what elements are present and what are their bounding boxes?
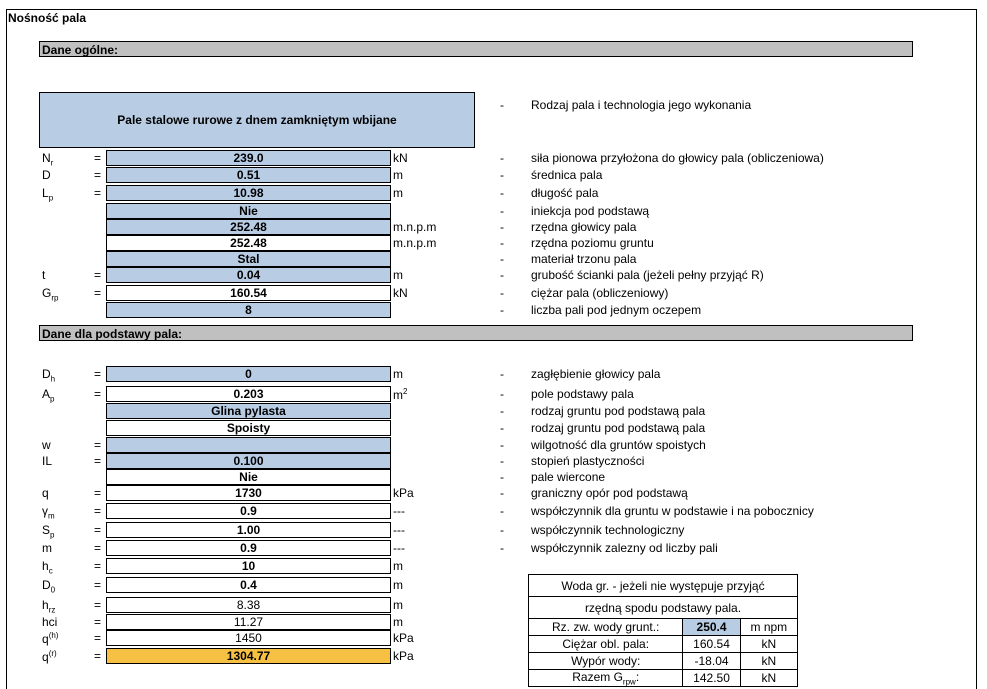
base-row-unit-text: --- — [393, 504, 405, 518]
base-row-symbol-sub: m — [48, 511, 55, 521]
base-row-description: współczynnik dla gruntu w podstawie i na pobocznicy — [531, 504, 814, 518]
general-row-description: iniekcja pod podstawą — [531, 204, 650, 218]
base-row-unit-text: kPa — [393, 631, 414, 645]
base-row-symbol-text: γ — [42, 504, 48, 518]
pile-weight-value: 160.54 — [683, 636, 740, 653]
section-base-header: Dane dla podstawy pala: — [39, 325, 913, 341]
general-row-description: ciężar pala (obliczeniowy) — [531, 286, 669, 300]
base-row-symbol-text: IL — [42, 454, 53, 468]
general-row-dash: - — [500, 303, 504, 317]
base-row-unit-sup: 2 — [403, 387, 408, 396]
total-weight-unit: kN — [740, 670, 797, 687]
base-row-equals: = — [94, 578, 102, 592]
general-row-equals: = — [94, 151, 102, 165]
base-row-value-cell[interactable]: Spoisty — [106, 420, 391, 436]
base-row-symbol — [42, 615, 57, 629]
base-row-symbol-text: q — [42, 486, 49, 500]
general-row-dash: - — [500, 186, 504, 200]
general-row-dash: - — [500, 204, 504, 218]
general-row-equals: = — [94, 186, 102, 200]
base-row-description: rodzaj gruntu pod podstawą pala — [531, 404, 706, 418]
water-level-input[interactable]: 250.4 — [683, 619, 740, 636]
buoyancy-value: -18.04 — [683, 653, 740, 670]
general-row-value-cell[interactable]: 252.48 — [106, 235, 391, 251]
base-row-dash: - — [500, 438, 504, 452]
general-row-unit — [393, 186, 403, 200]
base-row-value-cell[interactable]: 10 — [106, 558, 391, 574]
general-row-value-cell[interactable]: Stal — [106, 251, 391, 267]
water-level-unit: m npm — [740, 619, 797, 636]
base-row-unit — [393, 504, 405, 518]
base-row-symbol-sup: (r) — [48, 649, 57, 658]
general-row-unit-text: kN — [393, 151, 408, 165]
base-row-unit — [393, 615, 403, 629]
base-row-symbol — [42, 631, 58, 646]
base-row-symbol-sub: 0 — [50, 585, 56, 595]
general-row-unit — [393, 151, 408, 165]
groundwater-note-line2: rzędną spodu podstawy pala. — [529, 597, 798, 619]
base-row-equals: = — [94, 387, 102, 401]
base-row-equals: = — [94, 631, 102, 645]
pile-type-desc: Rodzaj pala i technologia jego wykonania — [531, 98, 752, 112]
general-row-symbol — [42, 268, 45, 282]
total-weight-label-tail: : — [635, 670, 640, 684]
base-row-equals: = — [94, 615, 102, 629]
total-weight-label-sub: rpw — [622, 677, 636, 687]
base-row-unit-text: kPa — [393, 486, 414, 500]
general-row-dash: - — [500, 220, 504, 234]
general-row-value-cell[interactable]: 10.98 — [106, 185, 391, 201]
base-row-unit-text: --- — [393, 541, 405, 555]
base-row-unit — [393, 578, 403, 592]
base-row-dash: - — [500, 541, 504, 555]
base-row-description: graniczny opór pod podstawą — [531, 486, 688, 500]
base-row-symbol — [42, 523, 54, 539]
general-row-unit-text: kN — [393, 286, 408, 300]
base-row-value-cell[interactable] — [106, 437, 391, 453]
base-row-unit — [393, 523, 405, 537]
general-row-unit — [393, 220, 436, 234]
general-row-unit — [393, 268, 403, 282]
base-row-equals: = — [94, 523, 102, 537]
base-row-dash: - — [500, 404, 504, 418]
base-row-description: pole podstawy pala — [531, 387, 634, 401]
base-row-symbol — [42, 438, 51, 452]
general-row-unit-text: m — [393, 268, 403, 282]
base-row-equals: = — [94, 504, 102, 518]
general-row-dash: - — [500, 151, 504, 165]
water-level-label: Rz. zw. wody grunt.: — [529, 619, 683, 636]
base-row-equals: = — [94, 438, 102, 452]
general-row-description: średnica pala — [531, 168, 603, 182]
base-row-unit — [393, 598, 403, 612]
buoyancy-label: Wypór wody: — [529, 653, 683, 670]
general-row-description: rzędna głowicy pala — [531, 220, 637, 234]
base-row-symbol-sub: h — [50, 374, 56, 384]
base-row-value-cell[interactable]: 0.203 — [106, 386, 391, 402]
general-row-symbol-sub: r — [50, 158, 54, 168]
general-row-dash: - — [500, 236, 504, 250]
base-row-value-cell[interactable]: 0.4 — [106, 577, 391, 593]
general-row-description: siła pionowa przyłożona do głowicy pala (obliczeniowa) — [531, 151, 824, 165]
base-row-dash: - — [500, 367, 504, 381]
base-row-equals: = — [94, 367, 102, 381]
base-row-dash: - — [500, 421, 504, 435]
general-row-equals: = — [94, 268, 102, 282]
base-row-symbol-text: w — [42, 438, 51, 452]
general-row-dash: - — [500, 268, 504, 282]
base-row-description: zagłębienie głowicy pala — [531, 367, 661, 381]
base-row-unit — [393, 559, 403, 573]
base-row-unit-text: m — [393, 367, 403, 381]
base-row-symbol — [42, 578, 55, 594]
base-row-symbol-sup: (h) — [48, 631, 59, 640]
base-row-unit — [393, 367, 403, 381]
general-row-value-cell[interactable]: 252.48 — [106, 219, 391, 235]
total-weight-value: 142.50 — [683, 670, 740, 687]
groundwater-table — [528, 574, 798, 687]
base-row-symbol — [42, 387, 54, 403]
base-row-equals: = — [94, 541, 102, 555]
base-row-description: wilgotność dla gruntów spoistych — [531, 438, 706, 452]
groundwater-note-line1: Woda gr. - jeżeli nie występuje przyjąć — [529, 575, 798, 597]
base-row-value-cell[interactable]: 8.38 — [106, 597, 391, 613]
general-row-unit — [393, 286, 408, 300]
general-row-symbol — [42, 168, 51, 182]
base-row-unit-text: m — [393, 615, 403, 629]
general-row-unit-text: m — [393, 186, 403, 200]
base-row-unit — [393, 631, 414, 645]
general-row-unit-text: m.n.p.m — [393, 220, 437, 234]
pile-weight-unit: kN — [740, 636, 797, 653]
general-row-value-cell[interactable]: 0.04 — [106, 267, 391, 283]
base-row-value-cell[interactable]: 0.9 — [106, 540, 391, 556]
base-row-unit-text: --- — [393, 523, 405, 537]
base-row-value-cell[interactable]: 1730 — [106, 485, 391, 501]
general-row-symbol-text: L — [42, 186, 49, 200]
base-row-unit — [393, 541, 405, 555]
base-row-symbol-text: hci — [42, 615, 58, 629]
general-row-dash: - — [500, 252, 504, 266]
base-row-symbol-text: S — [42, 523, 51, 537]
base-row-symbol-text: h — [42, 598, 49, 612]
base-row-description: stopień plastyczności — [531, 454, 645, 468]
general-row-description: grubość ścianki pala (jeżeli pełny przyjąć R) — [531, 268, 764, 282]
base-row-unit-text: m — [393, 559, 403, 573]
base-row-value-cell[interactable]: 0.9 — [106, 503, 391, 519]
pile-weight-label: Ciężar obl. pala: — [529, 636, 683, 653]
general-row-symbol — [42, 186, 53, 202]
base-row-symbol-text: q — [42, 632, 49, 646]
general-row-unit-text: m.n.p.m — [393, 236, 437, 250]
base-row-dash: - — [500, 504, 504, 518]
base-row-symbol-sub: p — [50, 394, 55, 404]
base-row-symbol — [42, 559, 53, 575]
general-row-dash: - — [500, 286, 504, 300]
base-row-symbol — [42, 649, 57, 664]
general-row-symbol-text: D — [42, 168, 51, 182]
general-row-symbol-text: G — [42, 286, 52, 300]
general-row-unit — [393, 168, 403, 182]
base-row-equals: = — [94, 559, 102, 573]
general-row-symbol — [42, 151, 53, 167]
base-row-value-cell[interactable]: 1304.77 — [106, 648, 391, 664]
base-row-description: współczynnik technologiczny — [531, 523, 685, 537]
base-row-equals: = — [94, 598, 102, 612]
general-row-description: długość pala — [531, 186, 599, 200]
pile-type-dash: - — [500, 98, 504, 112]
base-row-dash: - — [500, 470, 504, 484]
general-row-symbol-text: N — [42, 151, 51, 165]
base-row-value-cell[interactable]: 1450 — [106, 630, 391, 646]
base-row-symbol — [42, 541, 52, 555]
general-row-symbol-text: t — [42, 268, 46, 282]
base-row-symbol — [42, 454, 52, 468]
base-row-description: pale wiercone — [531, 470, 606, 484]
base-row-unit — [393, 649, 414, 663]
general-row-symbol-sub: rp — [51, 293, 59, 303]
base-row-unit — [393, 486, 414, 500]
general-row-description: rzędna poziomu gruntu — [531, 236, 654, 250]
base-row-symbol-text: D — [42, 367, 51, 381]
page-title: Nośność pala — [8, 11, 87, 25]
general-row-value-cell[interactable]: 8 — [106, 302, 391, 318]
general-row-value-cell[interactable]: 0.51 — [106, 167, 391, 183]
base-row-unit-text: kPa — [393, 649, 414, 663]
base-row-value-cell[interactable]: 0 — [106, 366, 391, 382]
general-row-symbol-sub: p — [48, 193, 54, 203]
base-row-equals: = — [94, 454, 102, 468]
general-row-value-cell[interactable]: 160.54 — [106, 285, 391, 301]
base-row-symbol-sub: p — [50, 530, 55, 540]
base-row-symbol — [42, 367, 55, 383]
base-row-symbol-sub: c — [48, 566, 53, 576]
base-row-symbol-text: A — [42, 387, 51, 401]
base-row-value-cell[interactable]: Nie — [106, 469, 391, 485]
total-weight-label — [529, 670, 683, 687]
general-row-equals: = — [94, 168, 102, 182]
general-row-unit-text: m — [393, 168, 403, 182]
general-row-unit — [393, 236, 436, 250]
base-row-value-cell[interactable]: 0.100 — [106, 453, 391, 469]
base-row-symbol — [42, 598, 55, 614]
base-row-symbol-text: h — [42, 559, 49, 573]
base-row-unit-text: m — [393, 578, 403, 592]
base-row-unit-text: m — [393, 388, 403, 402]
base-row-equals: = — [94, 649, 102, 663]
base-row-description: rodzaj gruntu pod podstawą pala — [531, 421, 706, 435]
total-weight-label-text: Razem G — [572, 670, 623, 684]
base-row-dash: - — [500, 387, 504, 401]
base-row-description: współczynnik zalezny od liczby pali — [531, 541, 718, 555]
base-row-value-cell[interactable]: 11.27 — [106, 614, 391, 630]
general-row-value-cell[interactable]: 239.0 — [106, 150, 391, 166]
general-row-symbol — [42, 286, 58, 302]
base-row-symbol-sub: rz — [48, 605, 56, 615]
base-row-symbol — [42, 504, 55, 520]
base-row-dash: - — [500, 486, 504, 500]
base-row-unit — [393, 387, 407, 402]
general-row-equals: = — [94, 286, 102, 300]
general-row-value-cell[interactable]: Nie — [106, 203, 391, 219]
base-row-symbol — [42, 486, 49, 500]
base-row-dash: - — [500, 454, 504, 468]
section-general-header: Dane ogólne: — [39, 41, 913, 57]
buoyancy-unit: kN — [740, 653, 797, 670]
base-row-value-cell[interactable]: 1.00 — [106, 522, 391, 538]
base-row-symbol-text: D — [42, 578, 51, 592]
base-row-value-cell[interactable]: Glina pylasta — [106, 403, 391, 419]
base-row-symbol-text: m — [42, 541, 52, 555]
base-row-symbol-text: q — [42, 650, 49, 664]
pile-type-select[interactable]: Pale stalowe rurowe z dnem zamkniętym wbijane — [39, 92, 475, 148]
general-row-dash: - — [500, 168, 504, 182]
base-row-dash: - — [500, 523, 504, 537]
general-row-description: liczba pali pod jednym oczepem — [531, 303, 702, 317]
base-row-equals: = — [94, 486, 102, 500]
base-row-unit-text: m — [393, 598, 403, 612]
general-row-description: materiał trzonu pala — [531, 252, 637, 266]
